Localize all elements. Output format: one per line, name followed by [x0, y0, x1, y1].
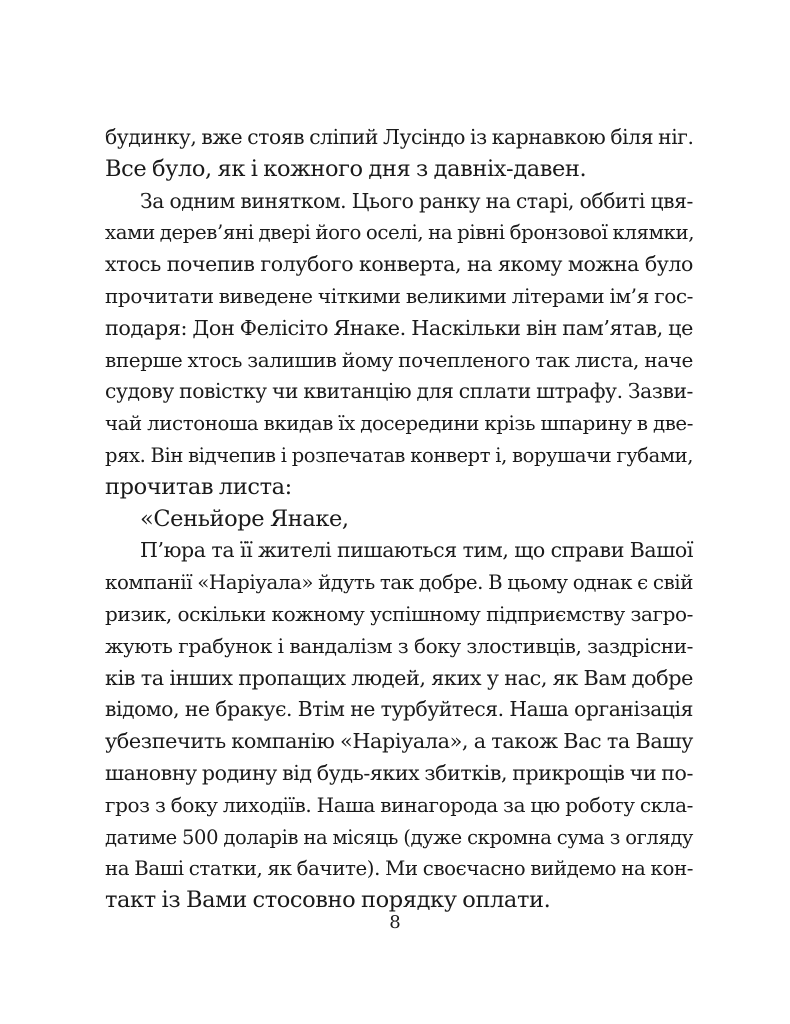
text-line-8: вперше хтось залишив йому почепленого так листа, наче: [105, 347, 693, 372]
text-line-13: «Сеньйоре Янаке,: [140, 505, 349, 532]
text-line-11: рях. Він відчепив і розпечатав конверт і, ворушачи губами,: [105, 443, 693, 467]
text-line-14: П’юра та її жителі пишаються тим, що справи Вашої: [140, 538, 693, 563]
text-line-10: чай листоноша вкидав їх досередини крізь шпарину в две-: [105, 412, 693, 436]
text-line-22: гроз з боку лиходіїв. Наша винагорода за цю роботу скла-: [105, 792, 693, 817]
text-line-12: прочитав листа:: [105, 473, 292, 500]
text-line-23: датиме 500 доларів на місяць (дуже скромна сума з огляду: [105, 825, 693, 849]
text-line-7: подаря: Дон Фелісіто Янаке. Наскільки він пам’ятав, це: [105, 315, 693, 340]
text-line-18: ків та інших пропащих людей, яких у нас, як Вам добре: [105, 665, 693, 690]
text-line-17: жують грабунок і вандалізм з боку злостивців, заздрісни-: [105, 633, 693, 658]
text-line-15: компанії «Наріуала» йдуть так добре. В цьому однак є свій: [105, 571, 693, 595]
text-line-6: прочитати виведене чіткими великими літерами ім’я гос-: [105, 283, 693, 308]
text-line-21: шановну родину від будь-яких збитків, прикрощів чи по-: [105, 760, 693, 785]
text-line-4: хами дерев’яні двері його оселі, на рівні бронзової клямки,: [105, 221, 695, 245]
text-line-9: судову повістку чи квитанцію для сплати штрафу. Зазви-: [105, 379, 693, 404]
page-text: [105, 122, 693, 917]
text-line-24: на Ваші статки, як бачите). Ми своєчасно вийдемо на кон-: [105, 857, 693, 881]
text-line-16: ризик, оскільки кожному успішному підприємству загро-: [105, 601, 693, 626]
text-line-25: такт із Вами стосовно порядку оплати.: [105, 887, 551, 914]
page-number: 8: [389, 912, 401, 933]
text-line-1: будинку, вже стояв сліпий Лусіндо із карнавкою біля ніг.: [105, 125, 694, 149]
text-line-19: відомо, не бракує. Втім не турбуйтеся. Наша організація: [105, 697, 693, 722]
text-line-2: Все було, як і кожного дня з давніх-давен.: [105, 155, 587, 182]
text-line-20: убезпечить компанію «Наріуала», а також Вас та Вашу: [105, 729, 693, 754]
text-line-5: хтось почепив голубого конверта, на якому можна було: [105, 252, 693, 277]
text-line-3: За одним винятком. Цього ранку на старі, оббиті цвя-: [140, 188, 693, 213]
